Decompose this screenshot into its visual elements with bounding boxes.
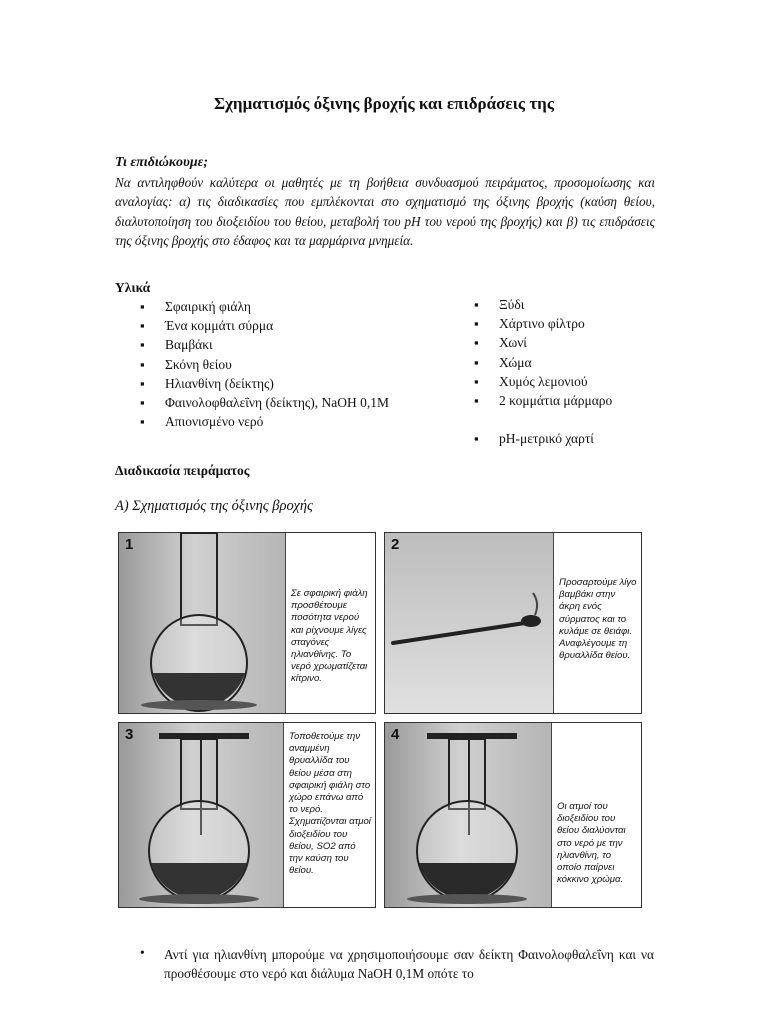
step-panel-3: [118, 722, 376, 908]
material-item: ▪ Ηλιανθίνη (δείκτης): [140, 374, 389, 393]
flask-photo: [119, 723, 284, 907]
material-item: ▪ 2 κομμάτια μάρμαρο: [474, 391, 639, 429]
material-item: ▪ Χυμός λεμονιού: [474, 372, 639, 391]
material-item: ▪ Ξύδι: [474, 295, 639, 314]
material-item: ▪ Σφαιρική φιάλη: [140, 297, 389, 316]
burning-wire-illustration: [385, 533, 553, 713]
note-bullet: •: [140, 945, 145, 960]
round-flask-illustration: [119, 533, 285, 713]
material-item: ▪ Χάρτινο φίλτρο: [474, 314, 639, 333]
procedure-subheading: Α) Σχηματισμός της όξινης βροχής: [115, 498, 313, 514]
material-item: ▪ Χώμα: [474, 353, 639, 372]
material-item: ▪ Σκόνη θείου: [140, 355, 389, 374]
material-item: ▪ Χωνί: [474, 333, 639, 352]
material-item: ▪ Βαμβάκι: [140, 335, 389, 354]
step-panel-4: [384, 722, 642, 908]
aim-heading: Τι επιδιώκουμε;: [115, 155, 209, 170]
material-item: ▪ pH-μετρικό χαρτί: [474, 429, 639, 448]
step-number: 3: [125, 726, 134, 743]
note-paragraph: Αντί για ηλιανθίνη μπορούμε να χρησιμοποιήσουμε σαν δείκτη Φαινολοφθαλεΐνη και να προσθέσουμε στο νερό και διάλυμα NaOH 0,1M οπότε το: [164, 947, 654, 981]
aim-paragraph: Να αντιληφθούν καλύτερα οι μαθητές με τη βοήθεια συνδυασμού πειράματος, προσομοίωσης και αναλογίας: α) τις διαδικασίες που εμπλέκονται στο σχηματισμό της όξινης βροχής (καύση θείου, διαλυτοποίηση του διοξειδίου του θείου, μεταβολή του pH του νερού της βροχής) και β) τις επιδράσεις της όξινης βροχής στο έδαφος και τα μαρμάρινα μνημεία.: [115, 175, 655, 249]
step-caption: Σε σφαιρική φιάλη προσθέτουμε ποσότητα νερού και ρίχνουμε λίγες σταγόνες ηλιανθίνης. Το νερό χρωματίζεται κίτρινο.: [291, 588, 368, 685]
step-caption: Τοποθετούμε την αναμμένη θρυαλλίδα του θείου μέσα στη σφαιρική φιάλη στο χώρο επάνω από το νερό. Σχηματίζονται ατμοί διοξειδίου του θείου, SO2 από την καύση του θείου.: [289, 731, 371, 877]
procedure-heading: Διαδικασία πειράματος: [115, 463, 250, 478]
materials-list-left: [140, 297, 389, 431]
materials-heading: Υλικά: [115, 280, 151, 295]
step-panel-2: [384, 532, 642, 714]
step-caption: Προσαρτούμε λίγο βαμβάκι στην άκρη ενός σύρματος και το κυλάμε σε θειάφι. Αναφλέγουμε τη θρυαλλίδα θείου.: [559, 577, 637, 662]
page-title: Σχηματισμός όξινης βροχής και επιδράσεις της: [213, 94, 555, 113]
step-panel-1: [118, 532, 376, 714]
flask-with-wick-illustration: [119, 723, 283, 907]
step-number: 1: [125, 536, 134, 553]
step-number: 2: [391, 536, 400, 553]
materials-list-right: [474, 295, 639, 446]
flask-photo: [385, 723, 552, 907]
material-item: ▪ Απιονισμένο νερό: [140, 412, 389, 431]
wire-photo: [385, 533, 554, 713]
flask-red-solution-illustration: [385, 723, 551, 907]
step-number: 4: [391, 726, 400, 743]
material-item: ▪ Φαινολοφθαλεΐνη (δείκτης), NaOH 0,1M: [140, 393, 389, 412]
flask-photo: [119, 533, 286, 713]
step-caption: Οι ατμοί του διοξειδίου του θείου διαλύονται στο νερό με την ηλιανθίνη, το οποίο παίρνει κόκκινο χρώμα.: [557, 801, 626, 886]
material-item: ▪ Ένα κομμάτι σύρμα: [140, 316, 389, 335]
